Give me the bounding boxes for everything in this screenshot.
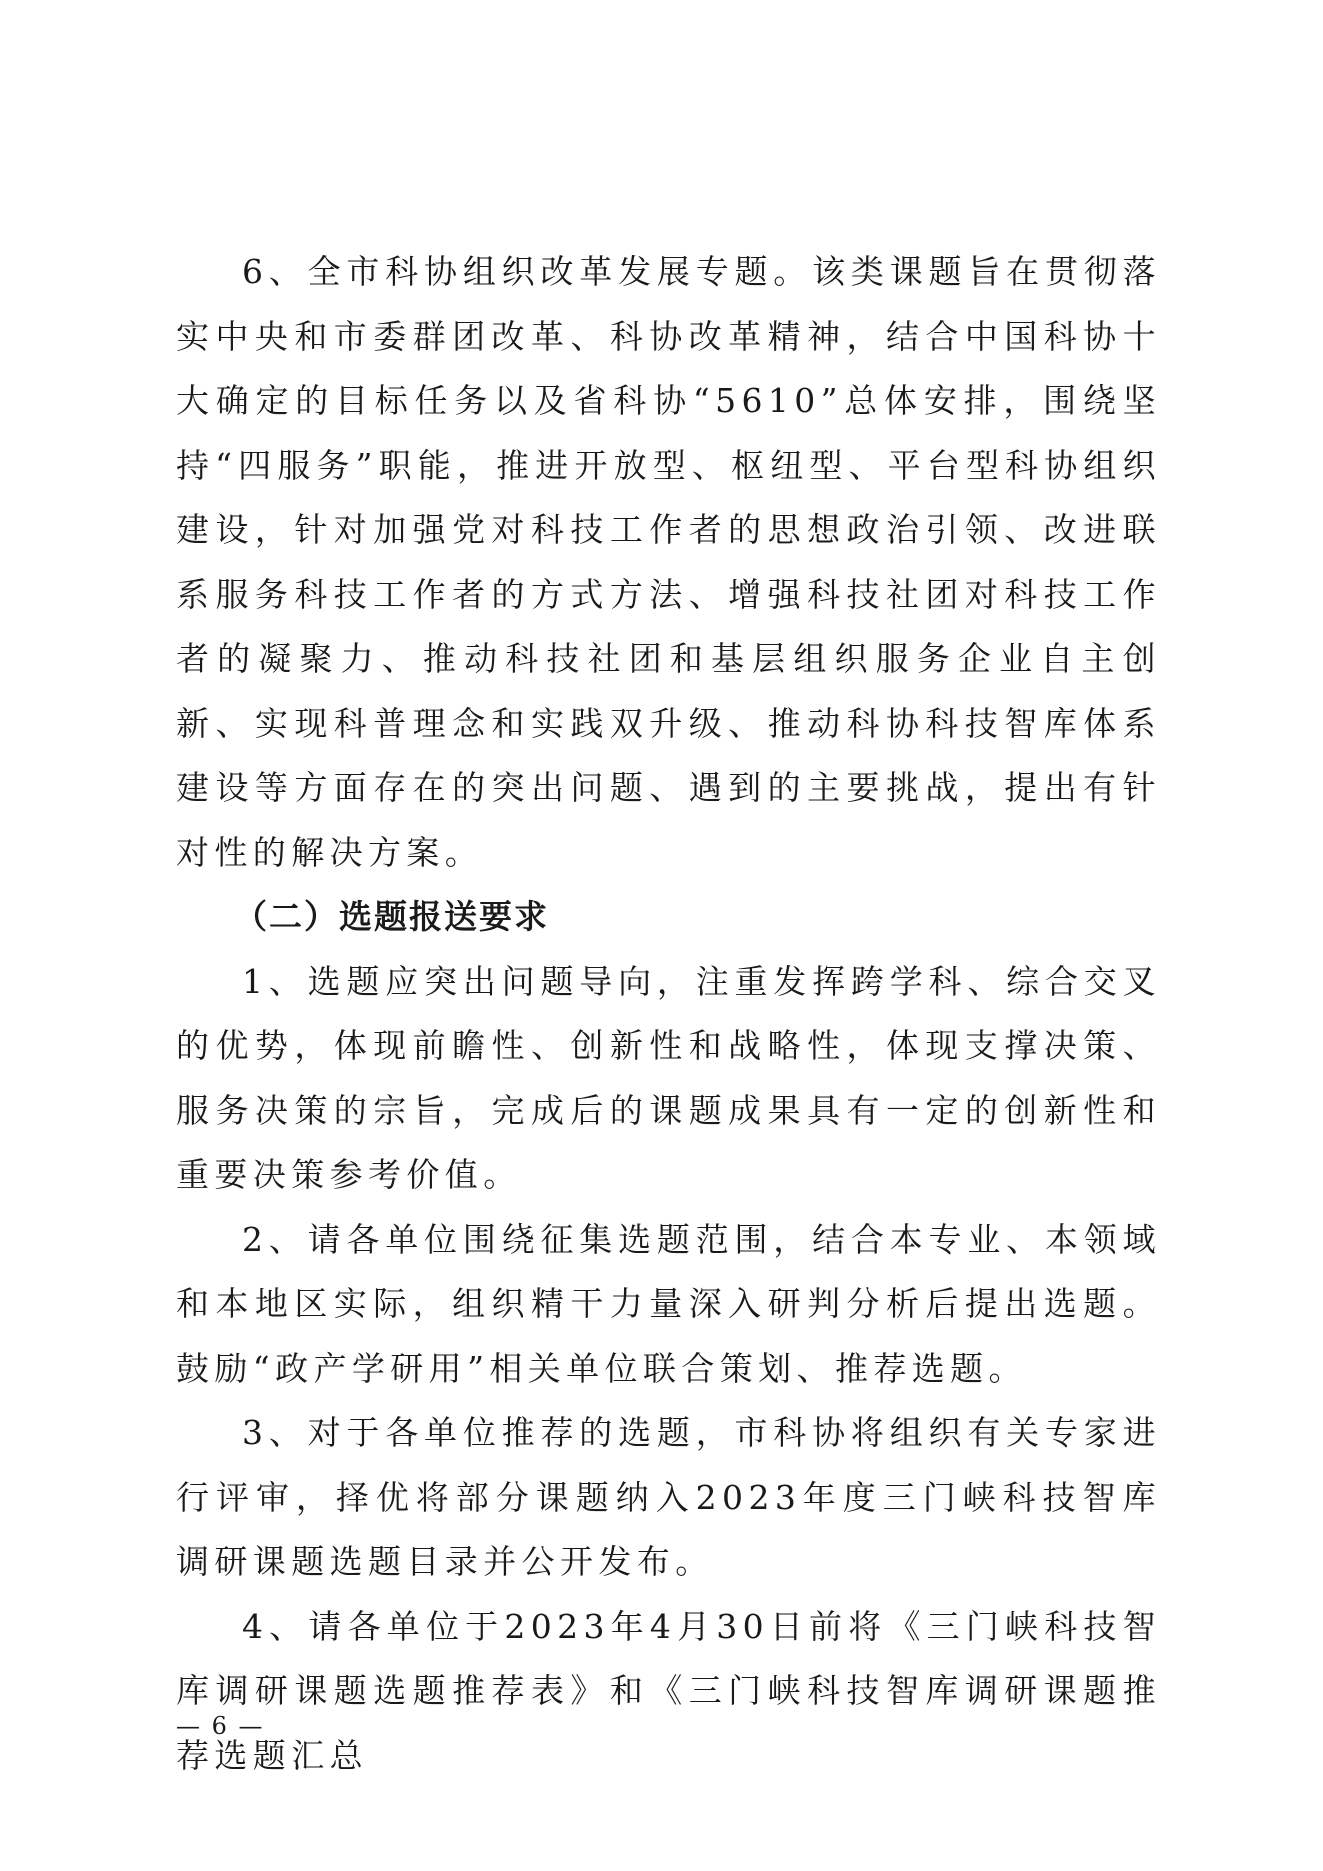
section-heading: （二）选题报送要求 xyxy=(234,897,549,936)
page-content xyxy=(176,240,1161,1788)
requirement-3-paragraph: 3、对于各单位推荐的选题，市科协将组织有关专家进行评审，择优将部分课题纳入2023年度三门峡科技智库调研课题选题目录并公开发布。 xyxy=(176,1413,1161,1581)
page-number: — 6 — xyxy=(176,1712,265,1740)
requirement-2-paragraph: 2、请各单位围绕征集选题范围，结合本专业、本领域和本地区实际，组织精干力量深入研判分析后提出选题。鼓励“政产学研用”相关单位联合策划、推荐选题。 xyxy=(176,1219,1161,1388)
requirement-1-paragraph: 1、选题应突出问题导向，注重发挥跨学科、综合交叉的优势，体现前瞻性、创新性和战略性，体现支撑决策、服务决策的宗旨，完成后的课题成果具有一定的创新性和重要决策参考价值。 xyxy=(176,961,1161,1194)
requirement-4-paragraph: 4、请各单位于2023年4月30日前将《三门峡科技智库调研课题选题推荐表》和《三门峡科技智库调研课题推荐选题汇总 xyxy=(176,1606,1161,1775)
topic-6-paragraph: 6、全市科协组织改革发展专题。该类课题旨在贯彻落实中央和市委群团改革、科协改革精神，结合中国科协十大确定的目标任务以及省科协“5610”总体安排，围绕坚持“四服务”职能，推进开放型、枢纽型、平台型科协组织建设，针对加强党对科技工作者的思想政治引领、改进联系服务科技工作者的方式方法、增强科技社团对科技工作者的凝聚力、推动科技社团和基层组织服务企业自主创新、实现科普理念和实践双升级、推动科协科技智库体系建设等方面存在的突出问题、遇到的主要挑战，提出有针对性的解决方案。 xyxy=(176,252,1161,872)
